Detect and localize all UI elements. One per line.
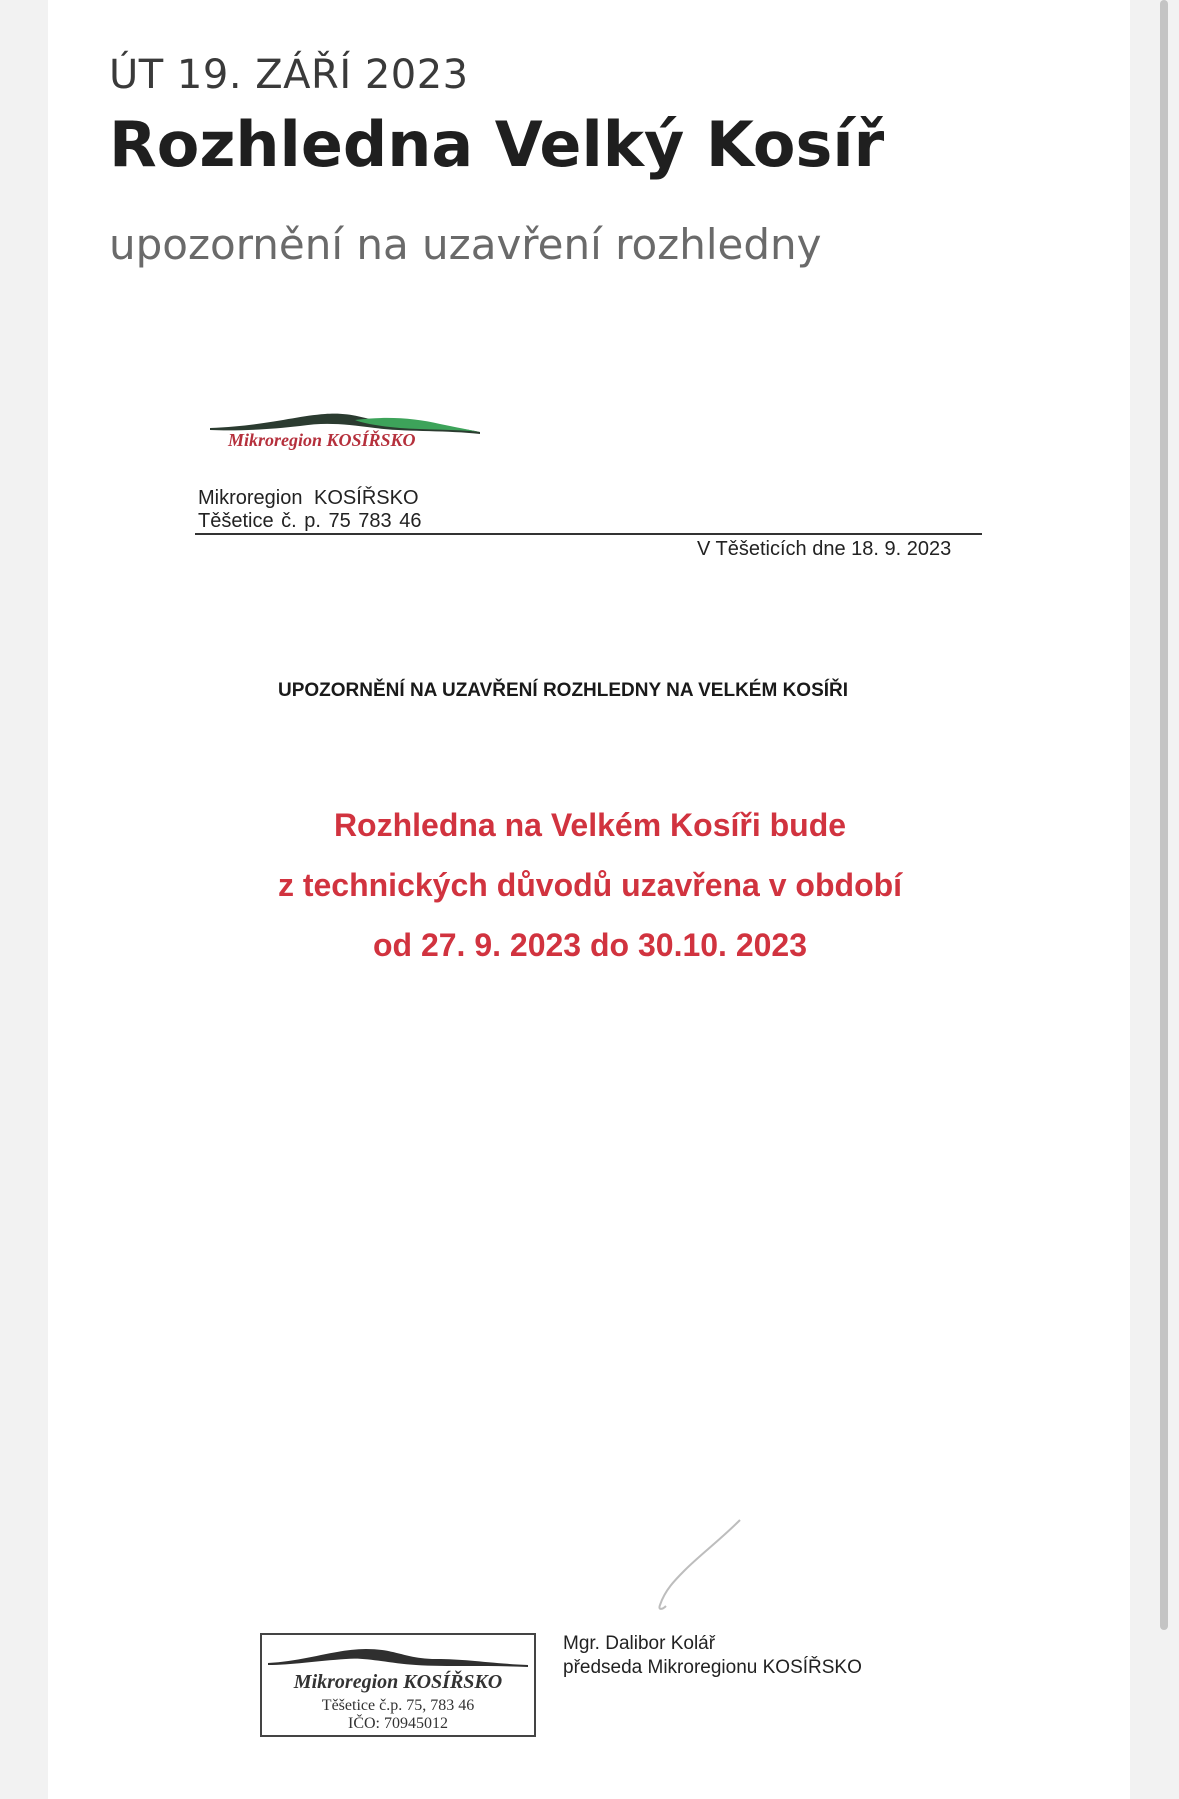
signer-role: předseda Mikroregionu KOSÍŘSKO: [563, 1657, 862, 1678]
notice-heading: UPOZORNĚNÍ NA UZAVŘENÍ ROZHLEDNY NA VELKÉM KOSÍŘI: [278, 680, 849, 701]
stamp-address: Těšetice č.p. 75, 783 46: [321, 1697, 475, 1714]
stamp: [260, 1633, 536, 1737]
notice-line: Rozhledna na Velkém Kosíři bude: [333, 807, 847, 843]
stamp-ico: IČO: 70945012: [348, 1715, 448, 1732]
article-subtitle: upozornění na uzavření rozhledny: [109, 220, 822, 269]
signature-mark: [640, 1510, 750, 1620]
org-name: Mikroregion KOSÍŘSKO: [198, 487, 419, 509]
place-date: V Těšeticích dne 18. 9. 2023: [697, 538, 952, 560]
notice-body: [200, 795, 980, 975]
logo-text: Mikroregion KOSÍŘSKO: [228, 430, 416, 450]
notice-line: od 27. 9. 2023 do 30.10. 2023: [372, 927, 808, 963]
article-date: ÚT 19. ZÁŘÍ 2023: [109, 52, 469, 98]
signer-name: Mgr. Dalibor Kolář: [563, 1633, 716, 1654]
article-title: Rozhledna Velký Kosíř: [109, 108, 885, 181]
stamp-mountain-icon: [266, 1639, 530, 1675]
header-divider: [195, 533, 982, 535]
org-address: Těšetice č. p. 75 783 46: [198, 510, 422, 532]
notice-line: z technických důvodů uzavřena v období: [277, 867, 903, 903]
stamp-name: Mikroregion KOSÍŘSKO: [293, 1671, 503, 1693]
